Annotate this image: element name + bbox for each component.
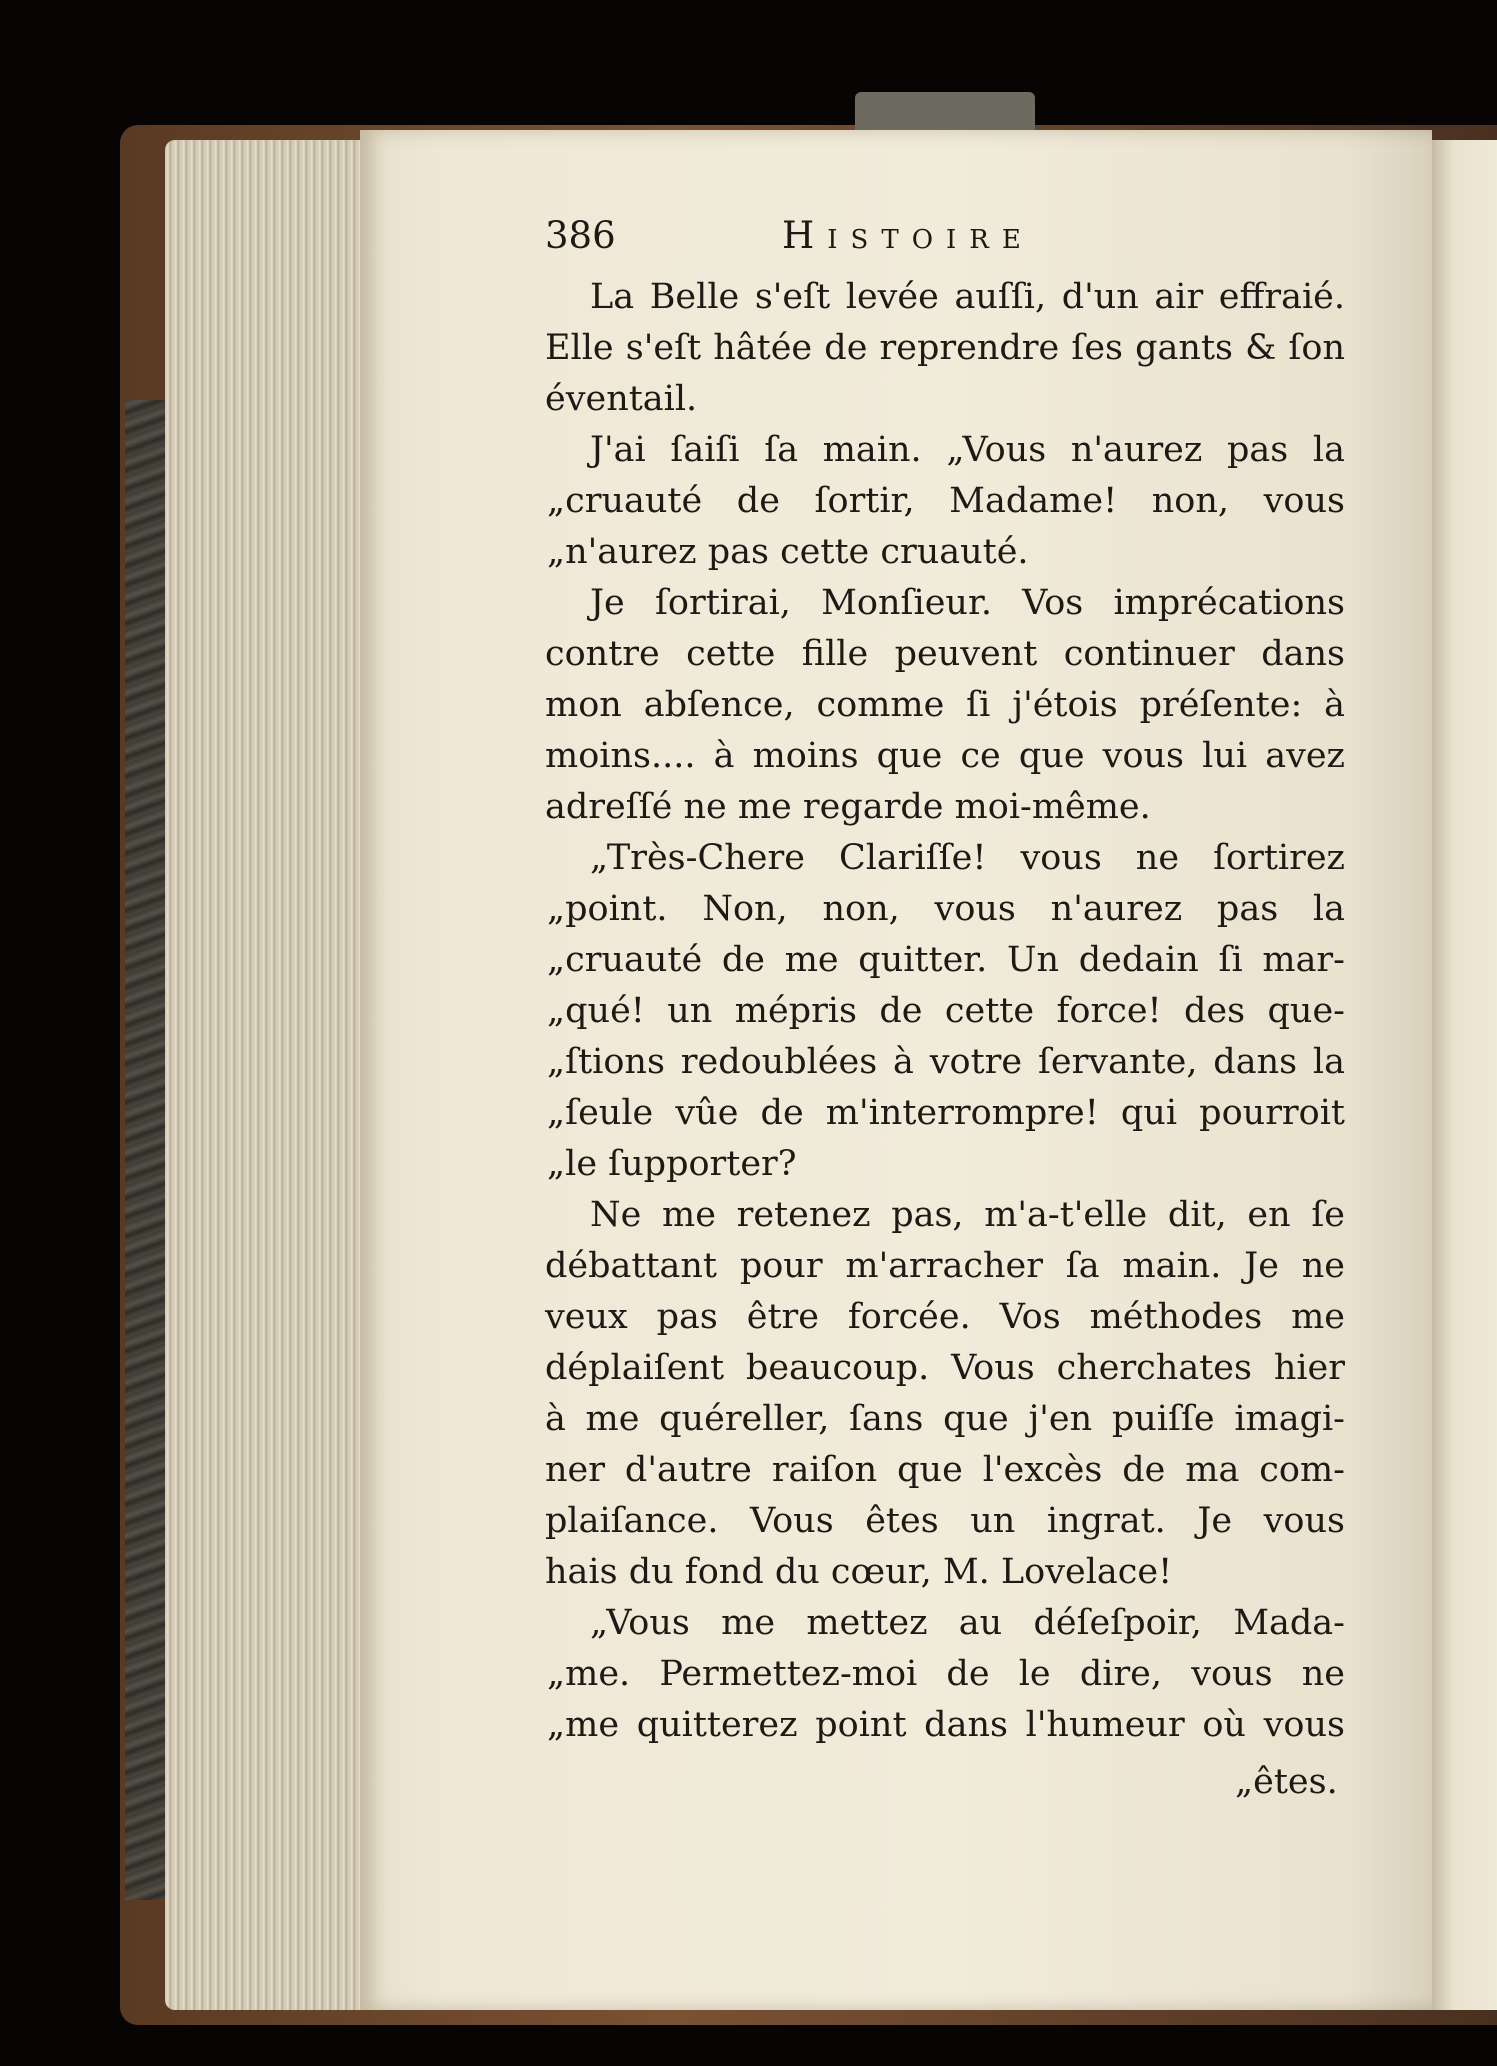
marbled-cover-edge: [125, 400, 170, 1900]
text-line: „cruauté de me quitter. Un dedain ſi mar-: [547, 940, 1345, 980]
facing-page-edge: [1425, 140, 1497, 2010]
page-number: 386: [545, 214, 616, 257]
text-line: „ſtions redoublées à votre ſervante, dans la: [547, 1042, 1345, 1082]
binding-tab: [855, 92, 1035, 132]
text-line: „qué! un mépris de cette force! des que-: [547, 991, 1345, 1031]
text-line: Je ſortirai, Monſieur. Vos imprécations: [590, 583, 1345, 623]
text-line: „ſeule vûe de m'interrompre! qui pourroit: [547, 1093, 1345, 1133]
text-line: „me. Permettez-moi de le dire, vous ne: [547, 1654, 1345, 1694]
page-header: [545, 212, 1345, 272]
text-line: déplaiſent beaucoup. Vous cherchates hier: [545, 1348, 1345, 1388]
running-head: Histoire: [782, 214, 1034, 257]
text-line: „point. Non, non, vous n'aurez pas la: [547, 889, 1345, 929]
text-line: „le ſupporter?: [547, 1144, 797, 1184]
text-line: contre cette fille peuvent continuer dans: [545, 634, 1345, 674]
text-line: „Très-Chere Clariſſe! vous ne ſortirez: [590, 838, 1345, 878]
text-line: moins.... à moins que ce que vous lui avez: [545, 736, 1345, 776]
text-line: Elle s'eſt hâtée de reprendre ſes gants & ſon: [545, 328, 1345, 368]
text-line: Ne me retenez pas, m'a-t'elle dit, en ſe: [590, 1195, 1345, 1235]
text-line: ner d'autre raiſon que l'excès de ma com-: [545, 1450, 1345, 1490]
text-line: éventail.: [545, 379, 698, 419]
catchword: „êtes.: [1235, 1762, 1338, 1802]
text-line: „Vous me mettez au déſeſpoir, Mada-: [590, 1603, 1345, 1643]
page-text: [545, 212, 1345, 1751]
text-line: à me quéreller, ſans que j'en puiſſe imagi-: [545, 1399, 1345, 1439]
text-line: La Belle s'eſt levée auſſi, d'un air effraié.: [590, 277, 1345, 317]
text-line: plaiſance. Vous êtes un ingrat. Je vous: [545, 1501, 1345, 1541]
text-line: adreſſé ne me regarde moi-même.: [545, 787, 1151, 827]
text-line: „n'aurez pas cette cruauté.: [547, 532, 1029, 572]
text-line: J'ai ſaiſi ſa main. „Vous n'aurez pas la: [590, 430, 1345, 470]
text-line: hais du fond du cœur, M. Lovelace!: [545, 1552, 1173, 1592]
text-line: „me quitterez point dans l'humeur où vous: [547, 1705, 1345, 1745]
text-line: mon abſence, comme ſi j'étois préſente: à: [545, 685, 1345, 725]
page-edges: [165, 140, 380, 2010]
text-line: veux pas être forcée. Vos méthodes me: [545, 1297, 1345, 1337]
text-line: „cruauté de ſortir, Madame! non, vous: [547, 481, 1345, 521]
text-line: débattant pour m'arracher ſa main. Je ne: [545, 1246, 1345, 1286]
